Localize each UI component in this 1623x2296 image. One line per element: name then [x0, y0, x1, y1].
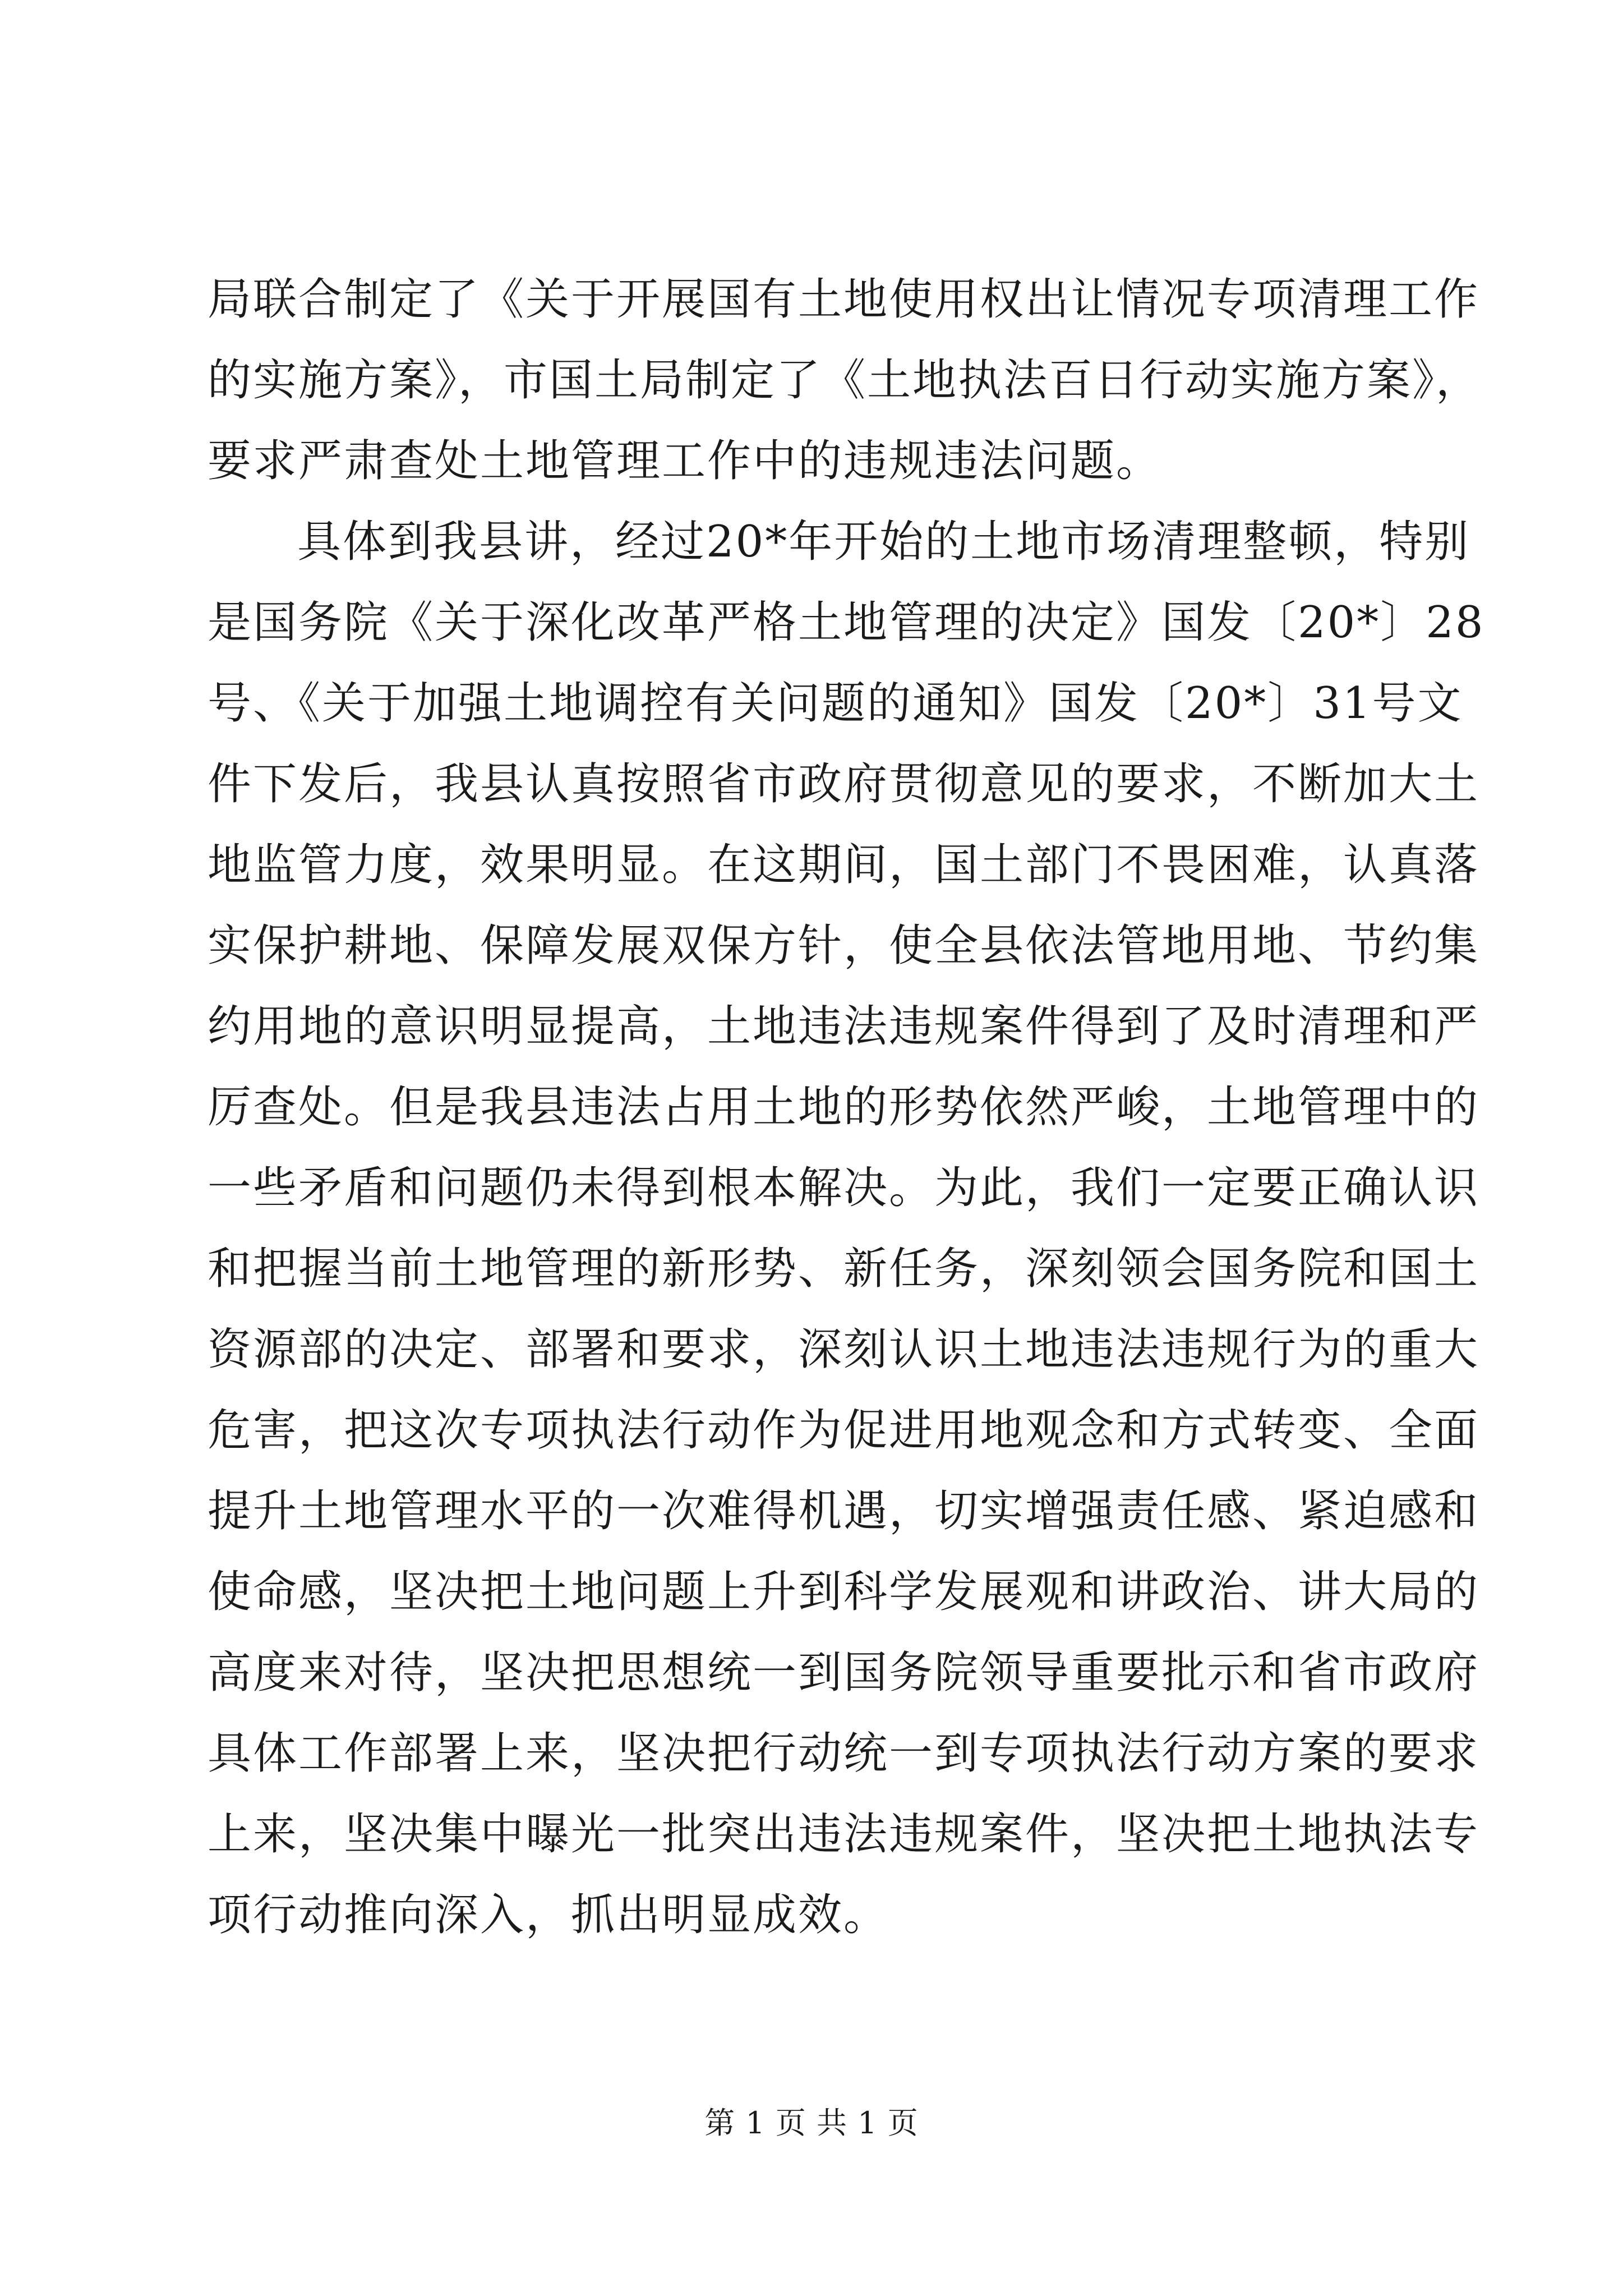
text-line: 件下发后，我县认真按照省市政府贯彻意见的要求，不断加大土 [208, 759, 1480, 809]
text-line: 高度来对待，坚决把思想统一到国务院领导重要批示和省市政府 [208, 1648, 1480, 1698]
text-line: 提升土地管理水平的一次难得机遇，切实增强责任感、紧迫感和 [208, 1486, 1480, 1536]
text-line: 资源部的决定、部署和要求，深刻认识土地违法违规行为的重大 [208, 1324, 1480, 1375]
text-line: 使命感，坚决把土地问题上升到科学发展观和讲政治、讲大局的 [208, 1567, 1480, 1617]
text-line: 危害，把这次专项执法行动作为促进用地观念和方式转变、全面 [208, 1405, 1480, 1456]
text-line: 地监管力度，效果明显。在这期间，国土部门不畏困难，认真落 [208, 840, 1480, 890]
text-line: 一些矛盾和问题仍未得到根本解决。为此，我们一定要正确认识 [208, 1163, 1480, 1213]
text-line: 是国务院《关于深化改革严格土地管理的决定》国发〔20*〕28 [208, 597, 1485, 648]
paragraph-first-line: 具体到我县讲，经过20*年开始的土地市场清理整顿，特别 [297, 517, 1470, 567]
page-number-footer: 第 1 页 共 1 页 [704, 2105, 919, 2141]
body-text [208, 259, 1485, 1955]
text-line: 项行动推向深入，抓出明显成效。 [208, 1890, 889, 1940]
text-line: 和把握当前土地管理的新形势、新任务，深刻领会国务院和国土 [208, 1244, 1480, 1294]
text-line: 具体工作部署上来，坚决把行动统一到专项执法行动方案的要求 [208, 1728, 1480, 1779]
text-line: 约用地的意识明显提高，土地违法违规案件得到了及时清理和严 [208, 1001, 1480, 1052]
text-line: 厉查处。但是我县违法占用土地的形势依然严峻，土地管理中的 [208, 1082, 1480, 1133]
text-line: 号、《关于加强土地调控有关问题的通知》国发〔20*〕31号文 [208, 678, 1463, 729]
text-line: 上来，坚决集中曝光一批突出违法违规案件，坚决把土地执法专 [208, 1809, 1480, 1860]
text-line: 的实施方案》，市国土局制定了《土地执法百日行动实施方案》， [208, 355, 1482, 406]
text-line: 实保护耕地、保障发展双保方针，使全县依法管地用地、节约集 [208, 921, 1480, 971]
text-line: 局联合制定了《关于开展国有土地使用权出让情况专项清理工作 [208, 274, 1480, 325]
text-line: 要求严肃查处土地管理工作中的违规违法问题。 [208, 436, 1162, 486]
